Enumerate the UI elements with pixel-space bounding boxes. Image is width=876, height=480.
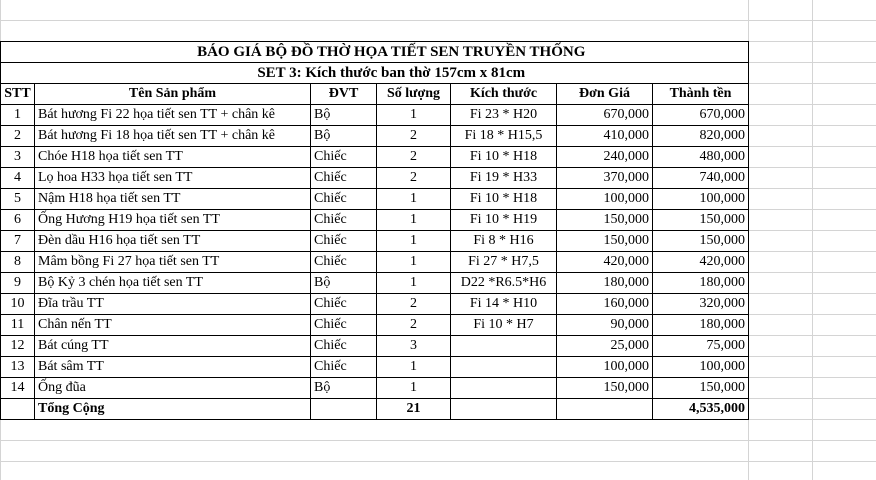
- cell[interactable]: [1, 42, 35, 63]
- cell-empty[interactable]: [311, 399, 377, 420]
- cell-product-name[interactable]: Ống Hương H19 họa tiết sen TT: [35, 210, 311, 231]
- cell-product-name[interactable]: Bộ Kỷ 3 chén họa tiết sen TT: [35, 273, 311, 294]
- table-row: [1, 147, 749, 168]
- cell-price[interactable]: 90,000: [557, 315, 653, 336]
- cell-unit[interactable]: Bộ: [311, 126, 377, 147]
- cell-qty[interactable]: 2: [377, 147, 451, 168]
- cell-price[interactable]: 180,000: [557, 273, 653, 294]
- cell-qty[interactable]: 2: [377, 168, 451, 189]
- cell-qty[interactable]: 1: [377, 189, 451, 210]
- table-row: [1, 189, 749, 210]
- table-row: [1, 315, 749, 336]
- cell-price[interactable]: 150,000: [557, 378, 653, 399]
- table-row: [1, 210, 749, 231]
- header-name[interactable]: Tên Sản phẩm: [35, 84, 311, 105]
- header-stt[interactable]: STT: [1, 84, 35, 105]
- cell-size[interactable]: Fi 23 * H20: [451, 105, 557, 126]
- cell-stt[interactable]: 4: [1, 168, 35, 189]
- cell-product-name[interactable]: Lọ hoa H33 họa tiết sen TT: [35, 168, 311, 189]
- cell-total[interactable]: 480,000: [653, 147, 749, 168]
- cell-product-name[interactable]: Bát hương Fi 22 họa tiết sen TT + chân kê: [35, 105, 311, 126]
- cell-price[interactable]: 160,000: [557, 294, 653, 315]
- table-row: [1, 273, 749, 294]
- cell-stt[interactable]: 13: [1, 357, 35, 378]
- cell-qty[interactable]: 2: [377, 315, 451, 336]
- cell-empty[interactable]: [451, 399, 557, 420]
- cell-size[interactable]: D22 *R6.5*H6: [451, 273, 557, 294]
- cell-size[interactable]: Fi 10 * H7: [451, 315, 557, 336]
- cell-total[interactable]: 670,000: [653, 105, 749, 126]
- cell-size[interactable]: Fi 27 * H7,5: [451, 252, 557, 273]
- cell-product-name[interactable]: Mâm bồng Fi 27 họa tiết sen TT: [35, 252, 311, 273]
- gridline: [812, 0, 813, 480]
- table-row: [1, 168, 749, 189]
- cell-size[interactable]: Fi 10 * H18: [451, 147, 557, 168]
- cell-price[interactable]: 100,000: [557, 189, 653, 210]
- cell-total[interactable]: 100,000: [653, 189, 749, 210]
- header-total[interactable]: Thành tền: [653, 84, 749, 105]
- cell-total[interactable]: 420,000: [653, 252, 749, 273]
- cell-qty[interactable]: 1: [377, 105, 451, 126]
- cell-size[interactable]: [451, 336, 557, 357]
- cell-total[interactable]: 100,000: [653, 357, 749, 378]
- cell-unit[interactable]: Chiếc: [311, 336, 377, 357]
- cell-unit[interactable]: Bộ: [311, 273, 377, 294]
- table-row: [1, 105, 749, 126]
- total-row: [1, 399, 749, 420]
- cell-stt[interactable]: 9: [1, 273, 35, 294]
- cell-size[interactable]: Fi 18 * H15,5: [451, 126, 557, 147]
- cell-product-name[interactable]: Đèn dầu H16 họa tiết sen TT: [35, 231, 311, 252]
- cell-qty[interactable]: 2: [377, 126, 451, 147]
- table-row: [1, 126, 749, 147]
- cell-qty[interactable]: 3: [377, 336, 451, 357]
- cell-stt[interactable]: 11: [1, 315, 35, 336]
- cell-qty[interactable]: 1: [377, 357, 451, 378]
- table-row: [1, 357, 749, 378]
- cell-price[interactable]: 420,000: [557, 252, 653, 273]
- cell-total[interactable]: 820,000: [653, 126, 749, 147]
- cell-stt[interactable]: 14: [1, 378, 35, 399]
- cell-unit[interactable]: Chiếc: [311, 210, 377, 231]
- cell-product-name[interactable]: Bát sâm TT: [35, 357, 311, 378]
- header-row: [1, 84, 749, 105]
- header-price[interactable]: Đơn Giá: [557, 84, 653, 105]
- cell-price[interactable]: 150,000: [557, 231, 653, 252]
- cell-price[interactable]: 240,000: [557, 147, 653, 168]
- cell-stt[interactable]: 3: [1, 147, 35, 168]
- cell-qty[interactable]: 1: [377, 252, 451, 273]
- cell-unit[interactable]: Bộ: [311, 105, 377, 126]
- cell-price[interactable]: 370,000: [557, 168, 653, 189]
- cell-product-name[interactable]: Bát hương Fi 18 họa tiết sen TT + chân kê: [35, 126, 311, 147]
- cell-total[interactable]: 150,000: [653, 378, 749, 399]
- table-title[interactable]: BÁO GIÁ BỘ ĐỒ THỜ HỌA TIẾT SEN TRUYỀN THỐNG: [35, 42, 749, 63]
- cell-empty[interactable]: [557, 399, 653, 420]
- cell-total[interactable]: 150,000: [653, 231, 749, 252]
- header-size[interactable]: Kích thước: [451, 84, 557, 105]
- quote-table: [0, 41, 749, 420]
- table-row: [1, 231, 749, 252]
- cell-stt[interactable]: 10: [1, 294, 35, 315]
- cell-unit[interactable]: Bộ: [311, 378, 377, 399]
- header-qty[interactable]: Số lượng: [377, 84, 451, 105]
- cell-stt[interactable]: 8: [1, 252, 35, 273]
- table-row: [1, 336, 749, 357]
- cell[interactable]: [1, 63, 35, 84]
- cell-qty[interactable]: 2: [377, 294, 451, 315]
- total-label[interactable]: Tổng Cộng: [35, 399, 311, 420]
- cell-qty[interactable]: 1: [377, 378, 451, 399]
- cell-unit[interactable]: Chiếc: [311, 147, 377, 168]
- cell-size[interactable]: Fi 19 * H33: [451, 168, 557, 189]
- table-row: [1, 252, 749, 273]
- table-row: [1, 294, 749, 315]
- cell-stt[interactable]: 2: [1, 126, 35, 147]
- cell-stt[interactable]: 6: [1, 210, 35, 231]
- cell-product-name[interactable]: Bát cúng TT: [35, 336, 311, 357]
- cell-total[interactable]: 75,000: [653, 336, 749, 357]
- cell-qty[interactable]: 1: [377, 231, 451, 252]
- cell-product-name[interactable]: Chóe H18 họa tiết sen TT: [35, 147, 311, 168]
- cell-total[interactable]: 320,000: [653, 294, 749, 315]
- cell-product-name[interactable]: Chân nến TT: [35, 315, 311, 336]
- cell-price[interactable]: 100,000: [557, 357, 653, 378]
- cell-price[interactable]: 410,000: [557, 126, 653, 147]
- cell-total[interactable]: 180,000: [653, 273, 749, 294]
- cell-qty[interactable]: 1: [377, 273, 451, 294]
- cell-price[interactable]: 670,000: [557, 105, 653, 126]
- cell-product-name[interactable]: Đĩa trầu TT: [35, 294, 311, 315]
- cell-total[interactable]: 180,000: [653, 315, 749, 336]
- cell-empty[interactable]: [1, 399, 35, 420]
- header-unit[interactable]: ĐVT: [311, 84, 377, 105]
- cell-product-name[interactable]: Nậm H18 họa tiết sen TT: [35, 189, 311, 210]
- cell-total[interactable]: 740,000: [653, 168, 749, 189]
- total-qty[interactable]: 21: [377, 399, 451, 420]
- cell-stt[interactable]: 5: [1, 189, 35, 210]
- cell-unit[interactable]: Chiếc: [311, 189, 377, 210]
- cell-size[interactable]: Fi 8 * H16: [451, 231, 557, 252]
- cell-unit[interactable]: Chiếc: [311, 315, 377, 336]
- cell-unit[interactable]: Chiếc: [311, 231, 377, 252]
- cell-price[interactable]: 25,000: [557, 336, 653, 357]
- cell-unit[interactable]: Chiếc: [311, 357, 377, 378]
- cell-size[interactable]: [451, 357, 557, 378]
- cell-stt[interactable]: 12: [1, 336, 35, 357]
- cell-total[interactable]: 150,000: [653, 210, 749, 231]
- total-amount[interactable]: 4,535,000: [653, 399, 749, 420]
- cell-product-name[interactable]: Ống đũa: [35, 378, 311, 399]
- cell-size[interactable]: [451, 378, 557, 399]
- table-row: [1, 378, 749, 399]
- table-subtitle[interactable]: SET 3: Kích thước ban thờ 157cm x 81cm: [35, 63, 749, 84]
- cell-unit[interactable]: Chiếc: [311, 168, 377, 189]
- cell-stt[interactable]: 1: [1, 105, 35, 126]
- cell-price[interactable]: 150,000: [557, 210, 653, 231]
- cell-unit[interactable]: Chiếc: [311, 294, 377, 315]
- cell-size[interactable]: Fi 14 * H10: [451, 294, 557, 315]
- cell-size[interactable]: Fi 10 * H18: [451, 189, 557, 210]
- cell-unit[interactable]: Chiếc: [311, 252, 377, 273]
- cell-stt[interactable]: 7: [1, 231, 35, 252]
- cell-size[interactable]: Fi 10 * H19: [451, 210, 557, 231]
- cell-qty[interactable]: 1: [377, 210, 451, 231]
